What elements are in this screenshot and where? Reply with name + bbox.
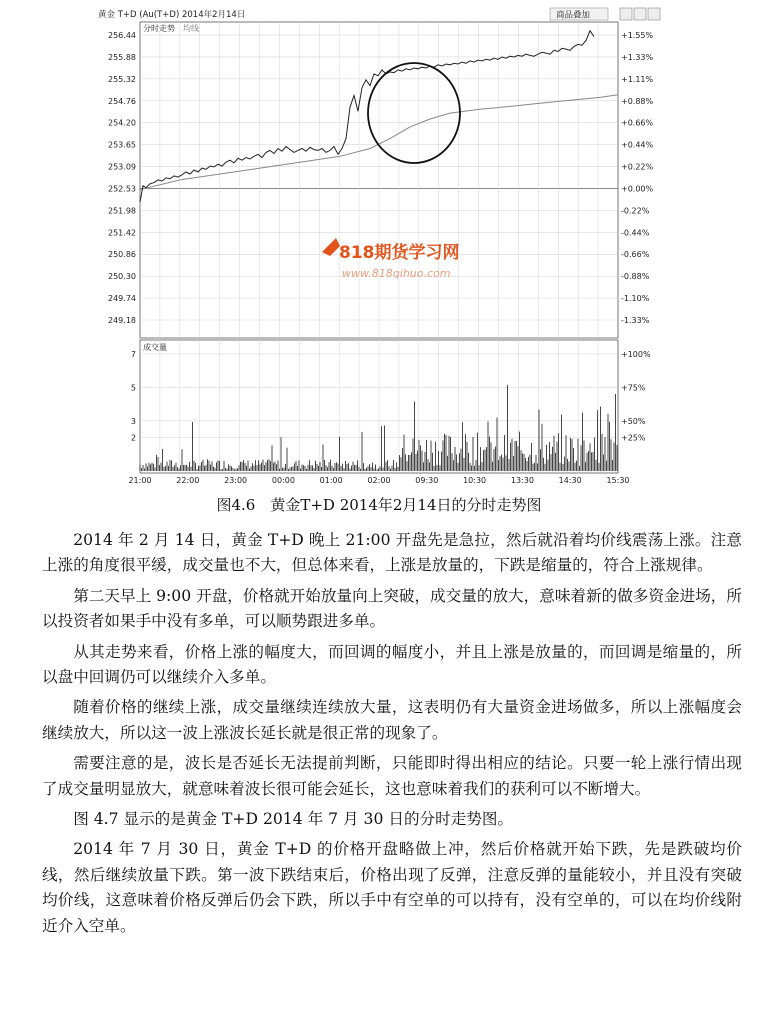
overlay-button[interactable]	[550, 8, 608, 21]
paragraph: 第二天早上 9:00 开盘，价格就开始放量向上突破，成交量的放大，意味着新的做多资金进场，所以投资者如果手中没有多单，可以顺势跟进多单。	[42, 586, 742, 631]
time-tick-label: 13:30	[510, 476, 534, 485]
price-tick-label: 249.18	[108, 316, 136, 325]
time-tick-label: 23:00	[224, 476, 248, 485]
time-tick-label: 15:30	[606, 476, 630, 485]
percent-tick-label: +0.66%	[621, 118, 654, 128]
percent-tick-label: +1.11%	[621, 74, 654, 84]
percent-tick-label: +0.00%	[621, 184, 654, 194]
paragraph: 2014 年 2 月 14 日，黄金 T+D 晚上 21:00 开盘先是急拉，然后就沿着均价线震荡上涨。注意上涨的角度很平缓，成交量也不大，但总体来看，上涨是放量的，下跌是缩量的，符合上涨规律。	[42, 531, 742, 575]
percent-tick-label: +1.55%	[621, 31, 654, 40]
percent-tick-label: -0.66%	[621, 250, 650, 260]
percent-tick-label: +0.44%	[621, 140, 654, 150]
price-tick-label: 253.09	[108, 162, 136, 172]
time-axis	[128, 476, 629, 485]
time-tick-label: 22:00	[176, 476, 200, 485]
legend-price: 分时走势	[143, 24, 175, 33]
price-tick-label: 250.86	[108, 250, 136, 260]
paragraph: 需要注意的是，波长是否延长无法提前判断，只能即时得出相应的结论。只要一轮上涨行情出现了成交量明显放大，就意味着波长很可能会延长，这也意味着我们的获利可以不断增大。	[42, 754, 742, 798]
price-tick-label: 250.30	[108, 272, 136, 282]
volume-title: 成交量	[143, 343, 167, 352]
percent-axis-right	[621, 31, 654, 325]
volume-percent-label: +100%	[621, 350, 651, 359]
paragraph: 图 4.7 显示的是黄金 T+D 2014 年 7 月 30 日的分时走势图。	[73, 810, 514, 829]
restore-icon[interactable]	[634, 8, 646, 20]
watermark-line1: 818期货学习网	[339, 243, 460, 263]
percent-tick-label: -0.88%	[621, 272, 650, 282]
volume-tick-label: 2	[130, 433, 136, 443]
watermark	[322, 238, 460, 280]
percent-tick-label: -1.10%	[621, 294, 650, 304]
percent-tick-label: -0.22%	[621, 206, 650, 216]
legend-avg: 均线	[183, 24, 199, 33]
price-tick-label: 249.74	[108, 294, 136, 304]
percent-tick-label: -0.44%	[621, 228, 650, 238]
volume-tick-label: 5	[130, 383, 136, 393]
minimize-icon[interactable]	[620, 8, 632, 20]
time-tick-label: 21:00	[128, 476, 152, 485]
volume-percent-label: +25%	[621, 433, 646, 443]
volume-tick-label: 7	[130, 350, 136, 359]
paragraph: 2014 年 7 月 30 日，黄金 T+D 的价格开盘略做上冲，然后价格就开始下跌，先是跌破均价线，然后继续放量下跌。第一波下跌结束后，价格出现了反弹，注意反弹的量能较小，并且没有突破均价线，这意味着价格反弹后仍会下跌，所以手中有空单的可以持有，没有空单的，可以在均价线附近介入空单。	[42, 840, 742, 935]
price-tick-label: 254.76	[108, 96, 136, 106]
price-tick-label: 251.42	[108, 228, 136, 238]
paragraph: 从其走势来看，价格上涨的幅度大，而回调的幅度小，并且上涨是放量的，而回调是缩量的，所以盘中回调仍可以继续介入多单。	[42, 642, 742, 687]
volume-axis-left	[131, 350, 136, 443]
percent-tick-label: +0.88%	[621, 96, 654, 106]
percent-tick-label: -1.33%	[621, 316, 650, 325]
volume-percent-label: +50%	[621, 416, 646, 426]
time-tick-label: 01:00	[319, 476, 343, 485]
volume-tick-label: 3	[130, 416, 136, 426]
intraday-chart	[0, 0, 758, 492]
time-tick-label: 02:00	[367, 476, 391, 485]
window-controls[interactable]	[620, 8, 660, 20]
percent-tick-label: +0.22%	[621, 162, 654, 172]
chart-header-title: 黄金 T+D (Au(T+D) 2014年2月14日	[98, 10, 246, 20]
paragraph: 随着价格的继续上涨，成交量继续连续放大量，这表明仍有大量资金进场做多，所以上涨幅度会继续放大，所以这一波上涨波长延长就是很正常的现象了。	[42, 698, 742, 742]
price-tick-label: 255.88	[108, 52, 136, 62]
price-axis-left	[108, 31, 136, 325]
price-tick-label: 256.44	[108, 31, 136, 40]
article-body	[42, 528, 742, 944]
overlay-button-label: 商品叠加	[556, 10, 591, 21]
price-tick-label: 251.98	[108, 206, 136, 216]
close-icon[interactable]	[648, 8, 660, 20]
price-tick-label: 255.32	[108, 74, 136, 84]
time-tick-label: 10:30	[463, 476, 487, 485]
time-tick-label: 09:30	[415, 476, 439, 485]
watermark-line2: www.818qihuo.com	[342, 267, 451, 280]
volume-percent-label: +75%	[621, 383, 646, 393]
price-tick-label: 252.53	[108, 184, 136, 194]
price-tick-label: 253.65	[108, 140, 136, 150]
time-tick-label: 14:30	[558, 476, 582, 485]
price-tick-label: 254.20	[108, 118, 136, 128]
time-tick-label: 00:00	[271, 476, 295, 485]
figure-caption: 图4.6 黄金T+D 2014年2月14日的分时走势图	[216, 496, 542, 514]
volume-axis-right	[621, 350, 651, 443]
percent-tick-label: +1.33%	[621, 52, 654, 62]
